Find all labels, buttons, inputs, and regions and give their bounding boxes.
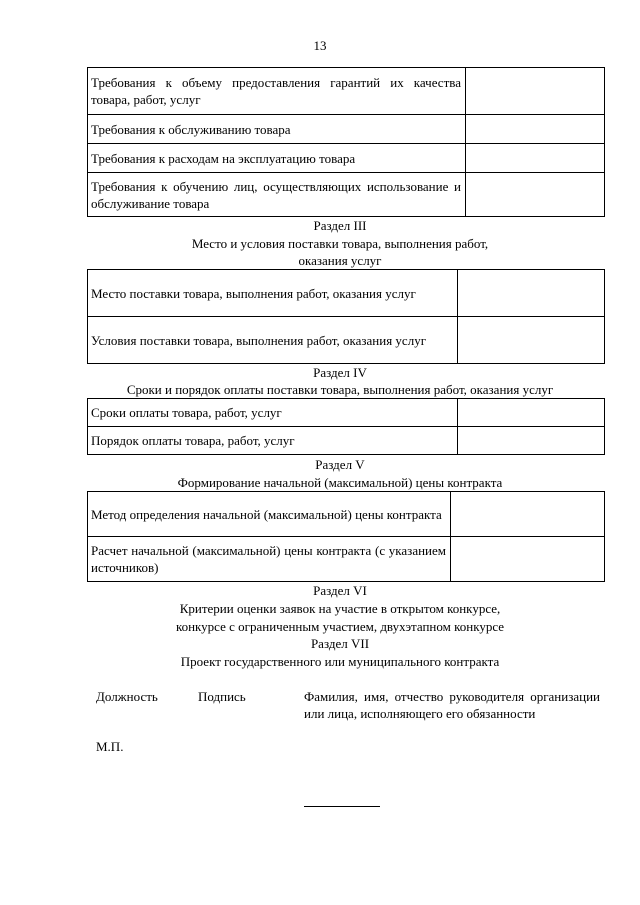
table-cell-value <box>451 492 605 537</box>
closing-line <box>304 806 380 807</box>
requirements-table <box>87 67 605 217</box>
delivery-table <box>87 269 605 364</box>
table-row <box>88 173 605 217</box>
table-cell-label: Требования к расходам на эксплуатацию товара <box>88 144 466 173</box>
section-5-subtitle: Формирование начальной (максимальной) цены контракта <box>177 475 503 490</box>
price-table <box>87 491 605 582</box>
table-cell-value <box>466 115 605 144</box>
section-6-title: Раздел VI <box>313 583 367 598</box>
name-label: Фамилия, имя, отчество руководителя организации или лица, исполняющего его обязанности <box>304 689 600 721</box>
table-cell-label: Требования к обслуживанию товара <box>88 115 466 144</box>
section-7-subtitle: Проект государственного или муниципального контракта <box>180 654 500 669</box>
table-cell-label: Сроки оплаты товара, работ, услуг <box>88 399 458 427</box>
table-cell-value <box>466 144 605 173</box>
table-cell-label: Место поставки товара, выполнения работ, оказания услуг <box>88 270 458 317</box>
table-row <box>88 427 605 455</box>
table-cell-label: Метод определения начальной (максимальной) цены контракта <box>88 492 451 537</box>
page-number: 13 <box>313 38 327 53</box>
table-cell-label: Порядок оплаты товара, работ, услуг <box>88 427 458 455</box>
section-4-title: Раздел IV <box>313 365 367 380</box>
signature-label: Подпись <box>198 689 246 704</box>
table-row <box>88 492 605 537</box>
payment-table <box>87 398 605 455</box>
section-5-title: Раздел V <box>315 457 365 472</box>
table-cell-label: Требования к объему предоставления гарантий их качества товара, работ, услуг <box>88 68 466 115</box>
section-6-subtitle-line1: Критерии оценки заявок на участие в открытом конкурсе, <box>179 601 501 616</box>
table-cell-label: Требования к обучению лиц, осуществляющих использование и обслуживание товара <box>88 173 466 217</box>
table-row <box>88 115 605 144</box>
table-row <box>88 144 605 173</box>
table-cell-label: Условия поставки товара, выполнения работ, оказания услуг <box>88 317 458 364</box>
section-4-subtitle: Сроки и порядок оплаты поставки товара, выполнения работ, оказания услуг <box>126 382 554 397</box>
position-label: Должность <box>96 689 158 704</box>
table-row <box>88 537 605 582</box>
table-cell-value <box>458 399 605 427</box>
table-cell-value <box>458 427 605 455</box>
table-cell-value <box>451 537 605 582</box>
table-cell-value <box>458 317 605 364</box>
table-row <box>88 68 605 115</box>
section-3-title: Раздел III <box>313 218 367 233</box>
table-row <box>88 399 605 427</box>
stamp-label: М.П. <box>96 739 124 754</box>
table-cell-value <box>466 173 605 217</box>
section-3-subtitle-line2: оказания услуг <box>298 253 382 268</box>
table-row <box>88 317 605 364</box>
section-7-title: Раздел VII <box>310 636 370 651</box>
table-cell-label: Расчет начальной (максимальной) цены контракта (с указанием источников) <box>88 537 451 582</box>
table-row <box>88 270 605 317</box>
section-6-subtitle-line2: конкурсе с ограниченным участием, двухэтапном конкурсе <box>175 619 505 634</box>
section-3-subtitle-line1: Место и условия поставки товара, выполнения работ, <box>191 236 489 251</box>
table-cell-value <box>466 68 605 115</box>
table-cell-value <box>458 270 605 317</box>
